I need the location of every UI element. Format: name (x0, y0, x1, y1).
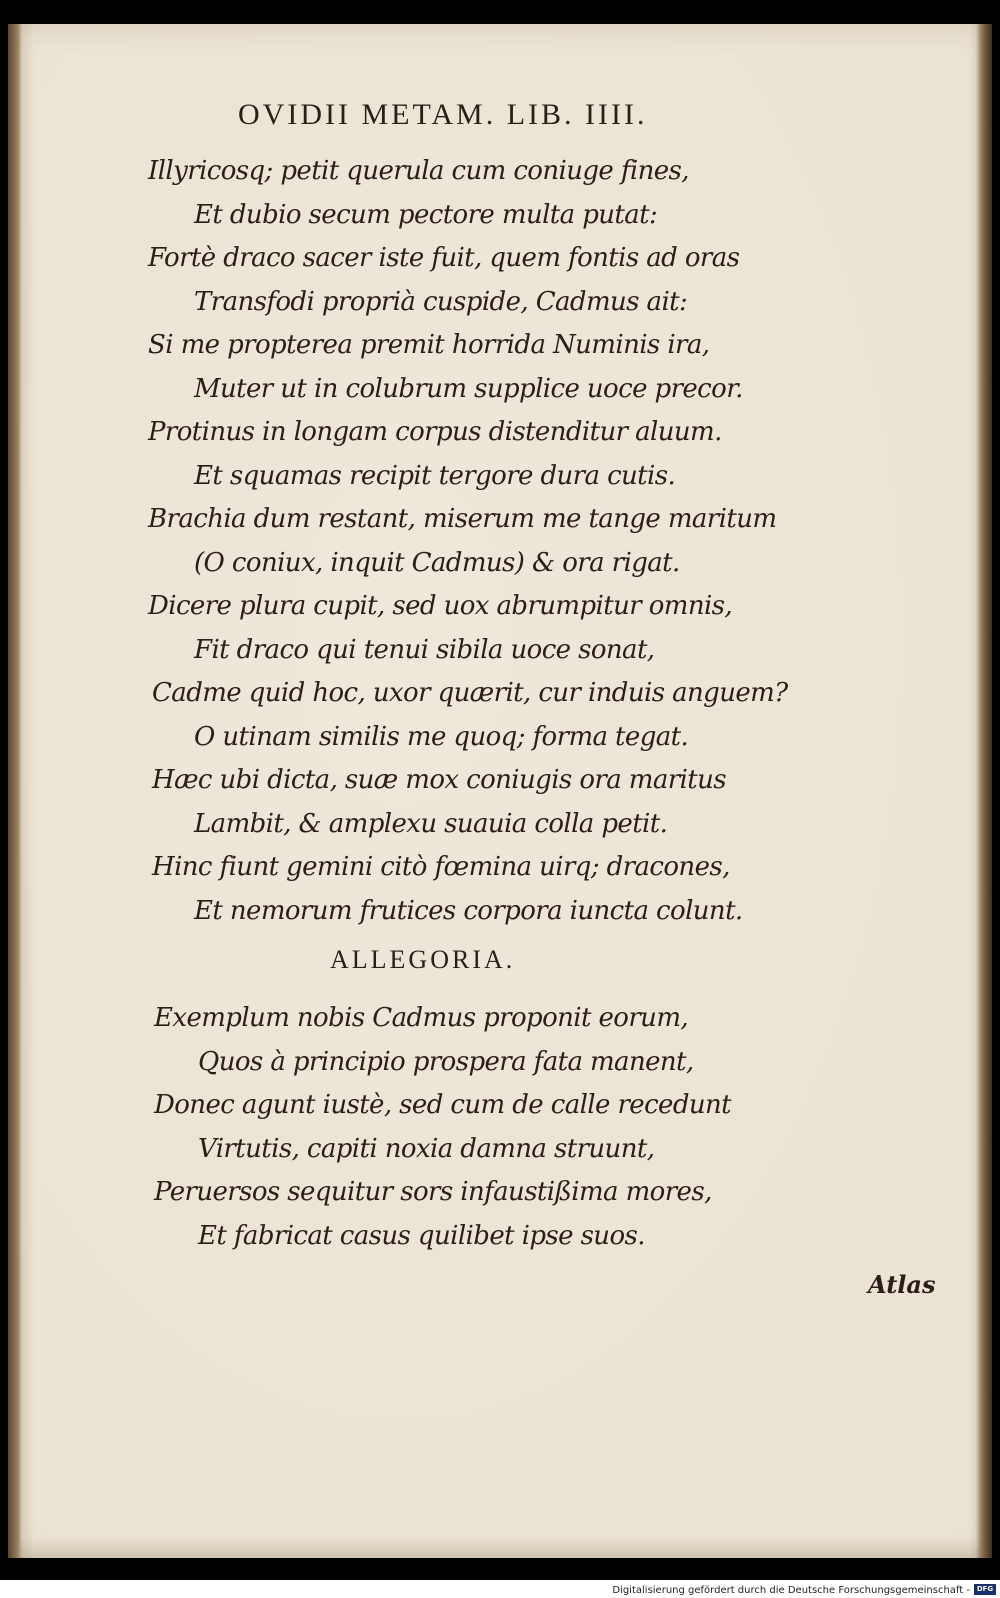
verse-line: Muter ut in colubrum supplice uoce precor. (194, 374, 743, 404)
verse-line: Brachia dum restant, miserum me tange maritum (148, 504, 777, 534)
funding-credit: Digitalisierung gefördert durch die Deutsche Forschungsgemeinschaft - (612, 1585, 970, 1596)
catchword: Atlas (868, 1270, 936, 1299)
verse-line: Fit draco qui tenui sibila uoce sonat, (194, 635, 655, 665)
dfg-logo: DFG (974, 1584, 996, 1595)
verse-line: Hinc fiunt gemini citò fœmina uirq; dracones, (152, 852, 730, 882)
allegoria-heading: ALLEGORIA. (330, 945, 516, 974)
verse-line: Si me propterea premit horrida Numinis ira, (148, 330, 710, 360)
verse-line: Et nemorum frutices corpora iuncta colunt. (194, 896, 743, 926)
verse-line: Transfodi proprià cuspide, Cadmus ait: (194, 287, 688, 317)
verse-line: Lambit, & amplexu suauia colla petit. (194, 809, 668, 839)
verse-line: Exemplum nobis Cadmus proponit eorum, (154, 1003, 689, 1033)
digitization-footer (0, 1580, 1000, 1598)
verse-line: Dicere plura cupit, sed uox abrumpitur omnis, (148, 591, 733, 621)
page-right-edge (976, 24, 992, 1558)
page-left-edge (8, 24, 22, 1558)
verse-line: Illyricosq; petit querula cum coniuge fines, (148, 156, 689, 186)
verse-line: Fortè draco sacer iste fuit, quem fontis ad oras (148, 243, 740, 273)
verse-line: Donec agunt iustè, sed cum de calle recedunt (154, 1090, 732, 1120)
verse-line: Et fabricat casus quilibet ipse suos. (198, 1221, 645, 1251)
verse-line: Virtutis, capiti noxia damna struunt, (198, 1134, 655, 1164)
verse-line: Cadme quid hoc, uxor quærit, cur induis anguem? (152, 678, 788, 708)
verse-line: Quos à principio prospera fata manent, (198, 1047, 694, 1077)
verse-line: Hæc ubi dicta, suæ mox coniugis ora maritus (152, 765, 727, 795)
verse-line: Et dubio secum pectore multa putat: (194, 200, 658, 230)
verse-line: Protinus in longam corpus distenditur aluum. (148, 417, 722, 447)
running-header: OVIDII METAM. LIB. IIII. (238, 98, 648, 131)
verse-line: Peruersos sequitur sors infaustißima mores, (154, 1177, 712, 1207)
verse-line: O utinam similis me quoq; forma tegat. (194, 722, 689, 752)
verse-line: (O coniux, inquit Cadmus) & ora rigat. (194, 548, 680, 578)
verse-line: Et squamas recipit tergore dura cutis. (194, 461, 676, 491)
